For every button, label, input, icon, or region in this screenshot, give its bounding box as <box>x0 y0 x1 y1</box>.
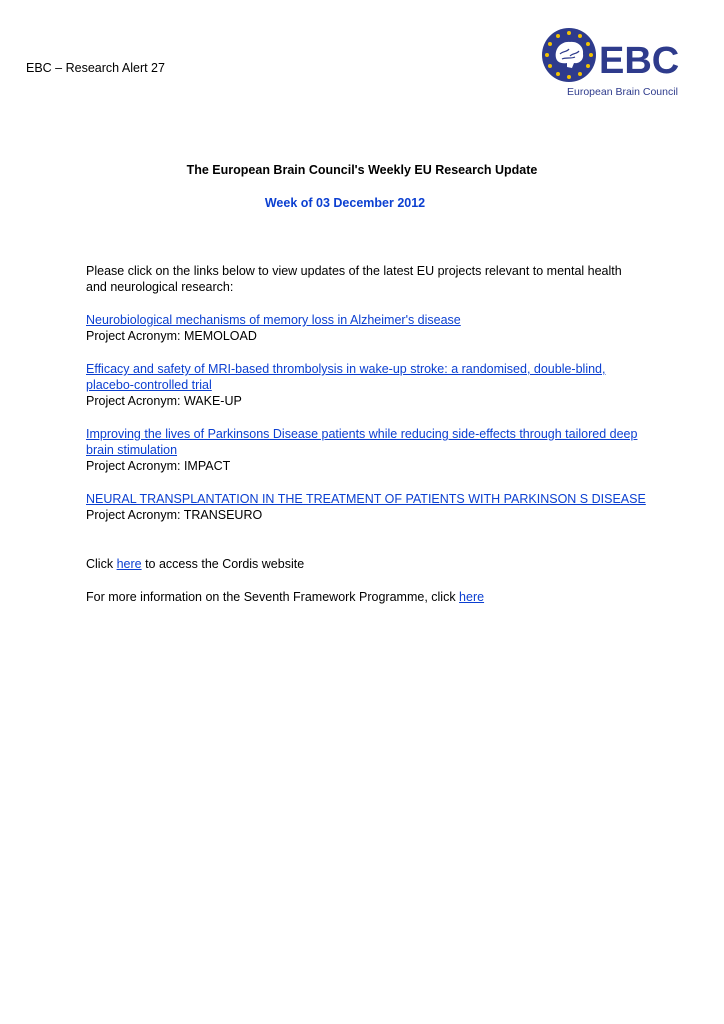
fp7-line <box>86 589 646 605</box>
project-item-wake-up <box>86 361 646 409</box>
fp7-link[interactable]: here <box>459 590 485 604</box>
week-label: Week of 03 December 2012 <box>264 196 426 210</box>
header-label: EBC – Research Alert 27 <box>26 61 165 75</box>
ebc-logo-graphic <box>540 26 680 100</box>
logo-subtitle: European Brain Council <box>567 86 678 98</box>
cordis-line <box>86 556 646 572</box>
project-acronym: Project Acronym: WAKE-UP <box>86 394 242 408</box>
fp7-prefix: For more information on the Seventh Framework Programme, click <box>86 590 460 604</box>
project-item-memoload <box>86 312 646 344</box>
page-title: The European Brain Council's Weekly EU Research Update <box>186 163 538 177</box>
cordis-suffix: to access the Cordis website <box>141 557 305 571</box>
content-body <box>86 263 646 622</box>
project-acronym: Project Acronym: MEMOLOAD <box>86 329 257 343</box>
logo-text: EBC <box>599 40 680 82</box>
project-item-impact <box>86 426 646 474</box>
project-item-transeuro <box>86 491 646 523</box>
project-link-transeuro[interactable]: NEURAL TRANSPLANTATION IN THE TREATMENT OF PATIENTS WITH PARKINSON S DISEASE <box>86 492 646 506</box>
intro-text: Please click on the links below to view updates of the latest EU projects relevant to mental health and neurological research: <box>86 264 622 294</box>
project-link-impact[interactable]: Improving the lives of Parkinsons Disease patients while reducing side-effects through tailored deep brain stimulation <box>86 427 638 457</box>
project-acronym: Project Acronym: TRANSEURO <box>86 508 263 522</box>
project-acronym: Project Acronym: IMPACT <box>86 459 231 473</box>
project-link-wake-up[interactable]: Efficacy and safety of MRI-based thrombolysis in wake-up stroke: a randomised, double-blind, placebo-controlled trial <box>86 362 606 392</box>
ebc-logo <box>540 26 680 100</box>
spacer <box>86 540 646 556</box>
project-link-memoload[interactable]: Neurobiological mechanisms of memory loss in Alzheimer's disease <box>86 313 461 327</box>
cordis-prefix: Click <box>86 557 117 571</box>
cordis-link[interactable]: here <box>116 557 142 571</box>
